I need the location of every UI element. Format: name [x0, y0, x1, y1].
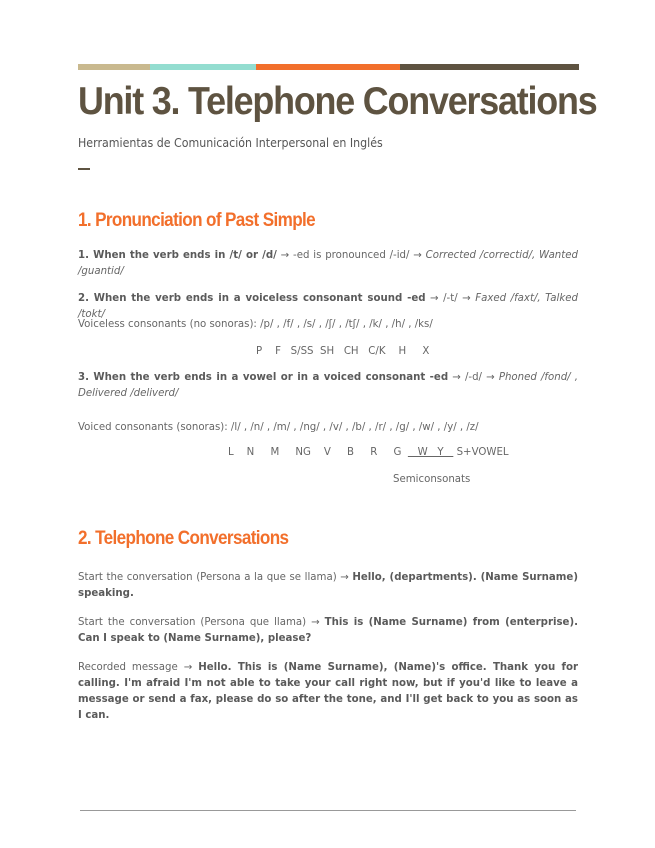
color-bar-segment-brown: [400, 64, 579, 70]
color-bar-segment-orange: [256, 64, 400, 70]
footer-divider: [80, 810, 576, 811]
start-1-prefix: Start the conversation (Persona a la que se llama) →: [78, 572, 353, 583]
recorded-bold: Hello. This is (Name Surname), (Name)'s office. Thank you for calling. I'm afraid I'm not able to take your call right now, but if you'd like to leave a message or send a fax, please do so after the tone, and I'll get back to you as soon as I can.: [78, 662, 579, 721]
color-bar-segment-teal: [150, 64, 256, 70]
section-heading-telephone: 2. Telephone Conversations: [78, 528, 289, 549]
voiceless-consonants-line: Voiceless consonants (no sonoras): /p/ , /f/ , /s/ , /ʃ/ , /tʃ/ , /k/ , /h/ , /ks/: [78, 319, 433, 330]
page-subtitle: Herramientas de Comunicación Interpersonal en Inglés: [78, 136, 383, 150]
voiced-consonants-line: Voiced consonants (sonoras): /l/ , /n/ , /m/ , /ng/ , /v/ , /b/ , /r/ , /g/ , /w/ , /y/ , /z/: [78, 422, 479, 433]
rule-2-text: → /-t/ →: [425, 293, 476, 304]
page-title: Unit 3. Telephone Conversations: [78, 80, 597, 123]
start-2-bold: This is (Name Surname) from (enterprise). Can I speak to (Name Surname), please?: [78, 617, 578, 644]
rule-2-examples: Faxed /faxt/, Talked /tokt/: [78, 293, 579, 320]
decorative-color-bar: [78, 64, 579, 70]
recorded-message-paragraph: [78, 660, 578, 724]
start-2-prefix: Start the conversation (Persona que llama) →: [78, 617, 325, 628]
start-conversation-caller-paragraph: [78, 615, 578, 647]
voiced-letters: L N M NG V B R G: [228, 447, 408, 458]
voiced-letters-line: [228, 447, 509, 458]
rule-3-text: → /-d/ →: [448, 372, 499, 383]
rule-1-paragraph: [78, 248, 578, 280]
title-dash-divider: [78, 168, 90, 170]
start-1-bold: Hello, (departments). (Name Surname) speaking.: [78, 572, 578, 599]
semiconsonant-letters-underlined: W Y: [407, 447, 454, 458]
rule-1-lead: 1. When the verb ends in /t/ or /d/: [78, 250, 277, 261]
section-heading-pronunciation: 1. Pronunciation of Past Simple: [78, 210, 316, 231]
rule-3-lead: 3. When the verb ends in a vowel or in a voiced consonant -ed: [78, 372, 449, 383]
semiconsonants-label: Semiconsonats: [393, 474, 471, 485]
rule-1-text: → -ed is pronounced /-id/ →: [276, 250, 426, 261]
voiced-letters-end: S+VOWEL: [453, 447, 509, 458]
rule-3-examples: Phoned /fond/ , Delivered /deliverd/: [78, 372, 578, 399]
rule-3-paragraph: [78, 370, 578, 402]
rule-1-examples: Corrected /correctid/, Wanted /guantid/: [78, 250, 578, 277]
rule-2-lead: 2. When the verb ends in a voiceless consonant sound -ed: [78, 293, 426, 304]
recorded-prefix: Recorded message →: [78, 662, 199, 673]
voiceless-letters-line: P F S/SS SH CH C/K H X: [256, 346, 430, 357]
start-conversation-called-paragraph: [78, 570, 578, 602]
color-bar-segment-tan: [78, 64, 150, 70]
